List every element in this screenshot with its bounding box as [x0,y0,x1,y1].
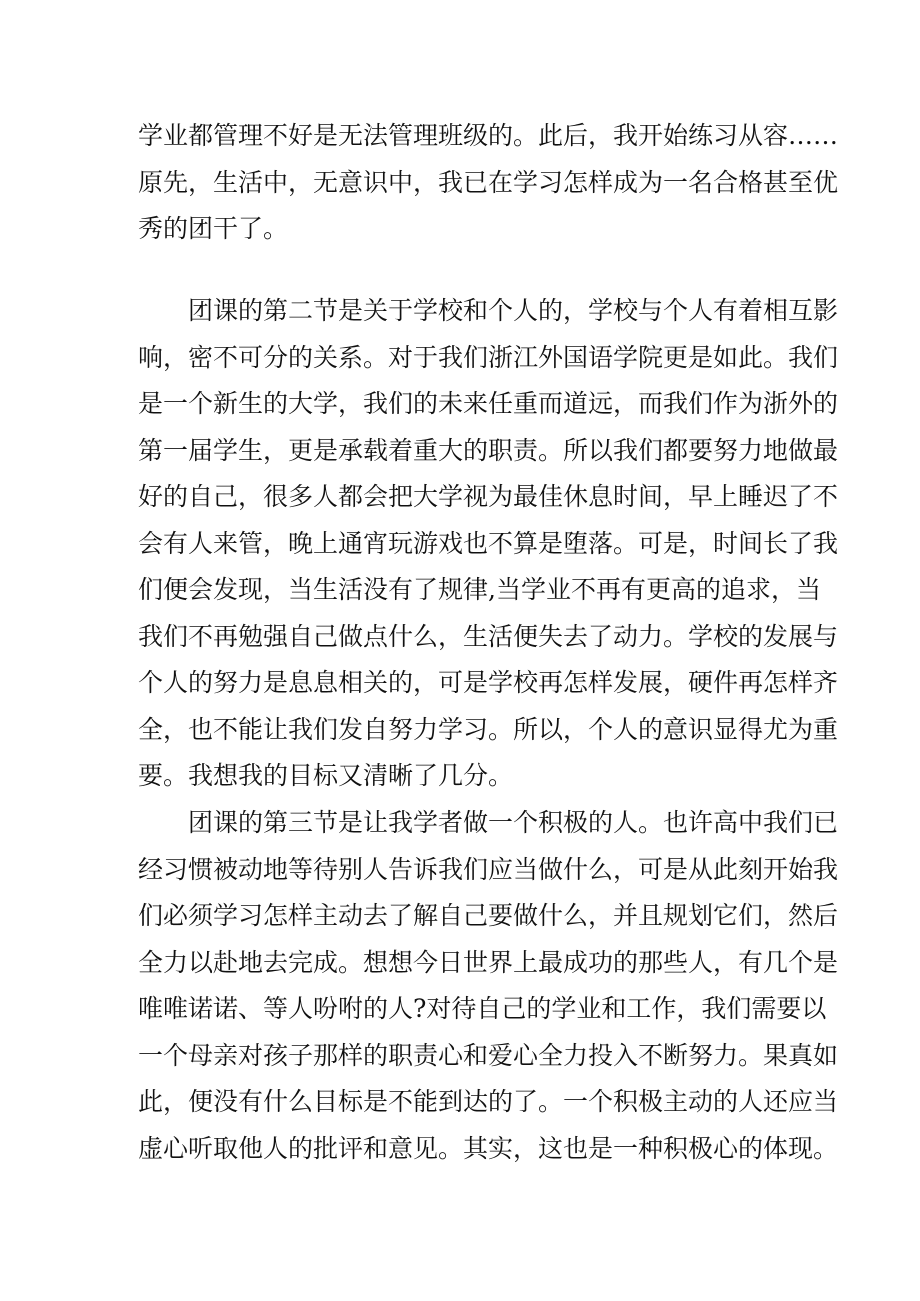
paragraph-line: 会有人来管，晚上通宵玩游戏也不算是堕落。可是，时间长了我 [138,528,839,558]
paragraph-line: 此，便没有什么目标是不能到达的了。一个积极主动的人还应当 [138,1087,839,1116]
paragraph-line: 学业都管理不好是无法管理班级的。此后，我开始练习从容…… [138,121,839,150]
paragraph-3 [138,800,839,1172]
paragraph-line: 全，也不能让我们发自努力学习。所以，个人的意识显得尤为重 [138,714,839,744]
paragraph-line: 全力以赴地去完成。想想今日世界上最成功的那些人，有几个是 [138,947,839,977]
paragraph-line: 们必须学习怎样主动去了解自己要做什么，并且规划它们，然后 [138,901,839,930]
paragraph-line: 是一个新生的大学，我们的未来任重而道远，而我们作为浙外的 [138,389,839,418]
paragraph-line: 们便会发现，当生活没有了规律,当学业不再有更高的追求，当 [138,575,821,604]
paragraph-2 [138,288,839,800]
paragraph-line: 要。我想我的目标又清晰了几分。 [138,761,514,790]
paragraph-line: 虚心听取他人的批评和意见。其实，这也是一种积极心的体现。 [138,1133,839,1163]
paragraph-line: 个人的努力是息息相关的，可是学校再怎样发展，硬件再怎样齐 [138,668,839,697]
paragraph-line: 第一届学生，更是承载着重大的职责。所以我们都要努力地做最 [138,435,839,465]
paragraph-1 [138,113,839,253]
paragraph-line: 好的自己，很多人都会把大学视为最佳休息时间，早上睡迟了不 [138,482,839,511]
paragraph-line: 经习惯被动地等待别人告诉我们应当做什么，可是从此刻开始我 [138,854,839,884]
paragraph-line: 团课的第三节是让我学者做一个积极的人。也许高中我们已 [188,808,839,837]
paragraph-line: 原先，生活中，无意识中，我已在学习怎样成为一名合格甚至优 [138,167,839,197]
paragraph-line: 团课的第二节是关于学校和个人的，学校与个人有着相互影 [188,296,839,325]
paragraph-line: 响，密不可分的关系。对于我们浙江外国语学院更是如此。我们 [138,342,839,372]
paragraph-line: 一个母亲对孩子那样的职责心和爱心全力投入不断努力。果真如 [138,1040,839,1070]
paragraph-line: 我们不再勉强自己做点什么，生活便失去了动力。学校的发展与 [138,621,839,651]
paragraph-line: 秀的团干了。 [138,214,289,243]
paragraph-line: 唯唯诺诺、等人吩咐的人?对待自己的学业和工作，我们需要以 [138,994,827,1023]
